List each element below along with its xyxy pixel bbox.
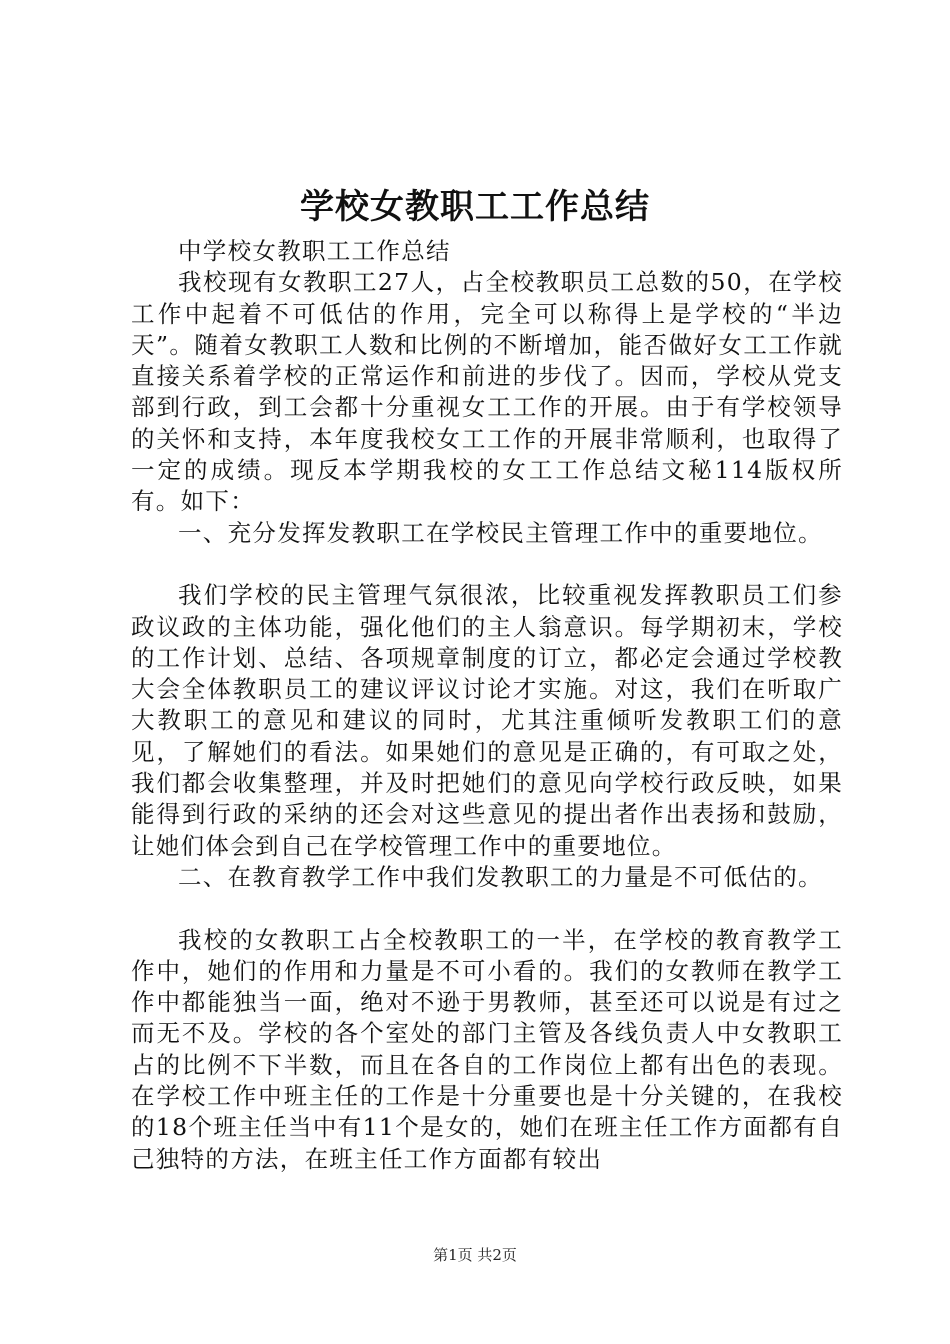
document-body — [131, 236, 843, 1175]
subtitle-paragraph: 中学校女教职工工作总结 — [178, 237, 451, 265]
document-title: 学校女教职工工作总结 — [300, 187, 650, 227]
section-heading-1: 一、充分发挥发教职工在学校民主管理工作中的重要地位。 — [178, 518, 823, 547]
section-heading-2: 二、在教育教学工作中我们发教职工的力量是不可低估的。 — [178, 862, 823, 891]
intro-paragraph: 我校现有女教职工27人，占全校教职员工总数的50，在学校工作中起着不可低估的作用，完全可以称得上是学校的“半边天”。随着女教职工人数和比例的不断增加，能否做好女工工作就直接关系着学校的正常运作和前进的步伐了。因而，学校从党支部到行政，到工会都十分重视女工工作的开展。由于有学校领导的关怀和支持，本年度我校女工工作的开展非常顺利，也取得了一定的成绩。现反本学期我校的女工工作总结文秘114版权所有。如下： — [131, 268, 843, 516]
page-footer: 第1页 共2页 — [433, 1246, 517, 1264]
section-1-paragraph: 我们学校的民主管理气氛很浓，比较重视发挥教职员工们参政议政的主体功能，强化他们的主人翁意识。每学期初末，学校的工作计划、总结、各项规章制度的订立，都必定会通过学校教大会全体教职员工的建议评议讨论才实施。对这，我们在听取广大教职工的意见和建议的同时，尤其注重倾听发教职工们的意见，了解她们的看法。如果她们的意见是正确的，有可取之处，我们都会收集整理，并及时把她们的意见向学校行政反映，如果能得到行政的采纳的还会对这些意见的提出者作出表扬和鼓励，让她们体会到自己在学校管理工作中的重要地位。 — [131, 581, 843, 860]
section-2-paragraph: 我校的女教职工占全校教职工的一半，在学校的教育教学工作中，她们的作用和力量是不可小看的。我们的女教师在教学工作中都能独当一面，绝对不逊于男教师，甚至还可以说是有过之而无不及。学校的各个室处的部门主管及各线负责人中女教职工占的比例不下半数，而且在各自的工作岗位上都有出色的表现。在学校工作中班主任的工作是十分重要也是十分关键的，在我校的18个班主任当中有11个是女的，她们在班主任工作方面都有自己独特的方法，在班主任工作方面都有较出 — [131, 925, 843, 1173]
